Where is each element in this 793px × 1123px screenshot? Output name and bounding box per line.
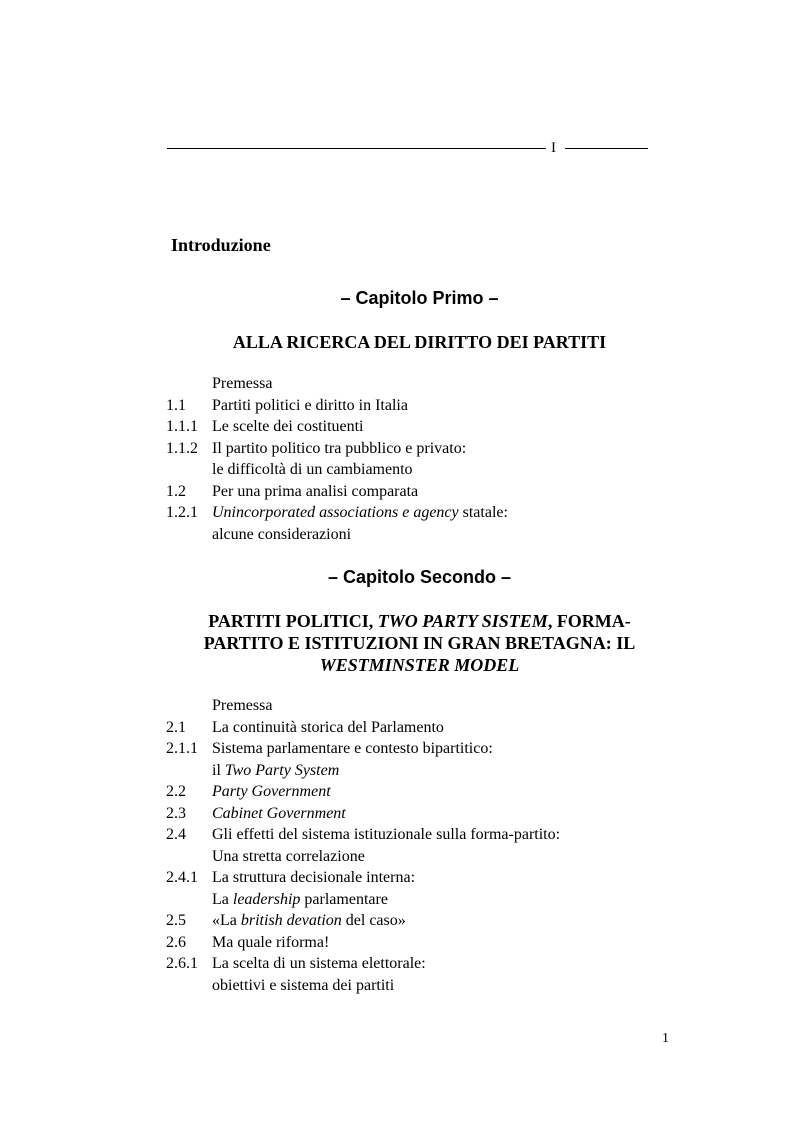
footer-page-number: 1 (662, 1031, 669, 1046)
toc-entry (166, 910, 560, 932)
toc-entry-text: Ma quale riforma! (212, 933, 330, 951)
header-rule-right (565, 148, 648, 149)
chapter2-title-line2: PARTITO E ISTITUZIONI IN GRAN BRETAGNA: IL (203, 633, 636, 653)
toc-entry-italic: Unincorporated associations e agency (212, 504, 459, 521)
toc-entry-text: Le scelte dei costituenti (212, 418, 364, 435)
header-page-number: I (551, 140, 556, 156)
toc-entry (166, 502, 508, 545)
toc-entry-text (212, 781, 560, 803)
toc-entry-text: La leadership parlamentare (212, 890, 388, 908)
toc-entry-number: 2.4 (166, 826, 186, 843)
chapter2-toc (166, 695, 560, 996)
toc-entry (166, 953, 560, 996)
toc-entry-text: il Two Party System (212, 761, 340, 779)
toc-entry-number: 2.1 (166, 718, 186, 736)
intro-heading: Introduzione (171, 235, 271, 255)
header-rule-left (167, 148, 546, 149)
toc-entry-text (212, 803, 560, 825)
toc-entry-text: Premessa (212, 697, 273, 714)
toc-entry-italic: british devation (240, 912, 342, 929)
toc-entry-text: Premessa (212, 375, 273, 392)
toc-entry-italic: Party Government (212, 783, 331, 800)
toc-entry (166, 738, 560, 781)
toc-entry (166, 481, 508, 503)
toc-entry (166, 438, 508, 481)
toc-entry-text: La scelta di un sistema elettorale: (212, 955, 426, 972)
toc-entry-text: obiettivi e sistema dei partiti (212, 976, 395, 994)
page-header (167, 139, 648, 157)
chapter2-title (167, 610, 672, 676)
toc-entry (166, 395, 508, 417)
toc-entry (166, 803, 560, 825)
chapter1-toc (166, 373, 508, 545)
chapter2-label: – Capitolo Secondo – (327, 567, 512, 587)
toc-entry-italic: Cabinet Government (212, 804, 346, 822)
toc-entry (166, 695, 560, 717)
toc-entry-text: «La british devation del caso» (212, 912, 406, 929)
toc-entry-number: 2.5 (166, 912, 186, 929)
toc-entry-text: Partiti politici e diritto in Italia (212, 396, 408, 414)
toc-entry (166, 824, 560, 867)
toc-entry-text: alcune considerazioni (212, 525, 352, 543)
chapter2-title-line3: WESTMINSTER MODEL (319, 655, 520, 675)
toc-entry-text: Unincorporated associations e agency statale: (212, 504, 508, 521)
chapter2-title-line1: PARTITI POLITICI, TWO PARTY SISTEM, FORMA- (208, 611, 631, 631)
toc-entry-number: 2.1.1 (166, 740, 198, 757)
toc-entry-text: Per una prima analisi comparata (212, 482, 419, 500)
toc-entry-text: La continuità storica del Parlamento (212, 718, 444, 736)
toc-entry (166, 373, 508, 395)
toc-entry (166, 416, 508, 438)
toc-entry (166, 932, 560, 954)
toc-entry-number: 2.3 (166, 804, 186, 822)
toc-entry-number: 1.2 (166, 482, 186, 500)
toc-entry-italic: Two Party System (224, 761, 340, 779)
toc-entry (166, 717, 560, 739)
toc-entry-number: 1.1 (166, 396, 186, 414)
toc-entry-number: 2.2 (166, 783, 186, 800)
toc-entry-italic: leadership (232, 890, 301, 908)
toc-entry-text: le difficoltà di un cambiamento (212, 461, 413, 478)
toc-entry-number: 2.4.1 (166, 869, 198, 886)
toc-entry-number: 2.6.1 (166, 955, 198, 972)
toc-entry-number: 1.1.1 (166, 418, 198, 435)
toc-entry-text: Il partito politico tra pubblico e privato: (212, 439, 467, 457)
toc-entry-text: La struttura decisionale interna: (212, 869, 416, 886)
toc-entry-text: Gli effetti del sistema istituzionale sulla forma-partito: (212, 826, 561, 843)
chapter1-label: – Capitolo Primo – (340, 288, 499, 308)
toc-entry-number: 2.6 (166, 933, 186, 951)
toc-entry-text: Sistema parlamentare e contesto bipartitico: (212, 740, 493, 757)
toc-entry-text: Una stretta correlazione (212, 847, 365, 865)
chapter1-title: ALLA RICERCA DEL DIRITTO DEI PARTITI (232, 332, 607, 352)
toc-entry-number: 1.1.2 (166, 439, 198, 457)
toc-entry-number: 1.2.1 (166, 504, 198, 521)
toc-entry (166, 867, 560, 910)
toc-entry (166, 781, 560, 803)
